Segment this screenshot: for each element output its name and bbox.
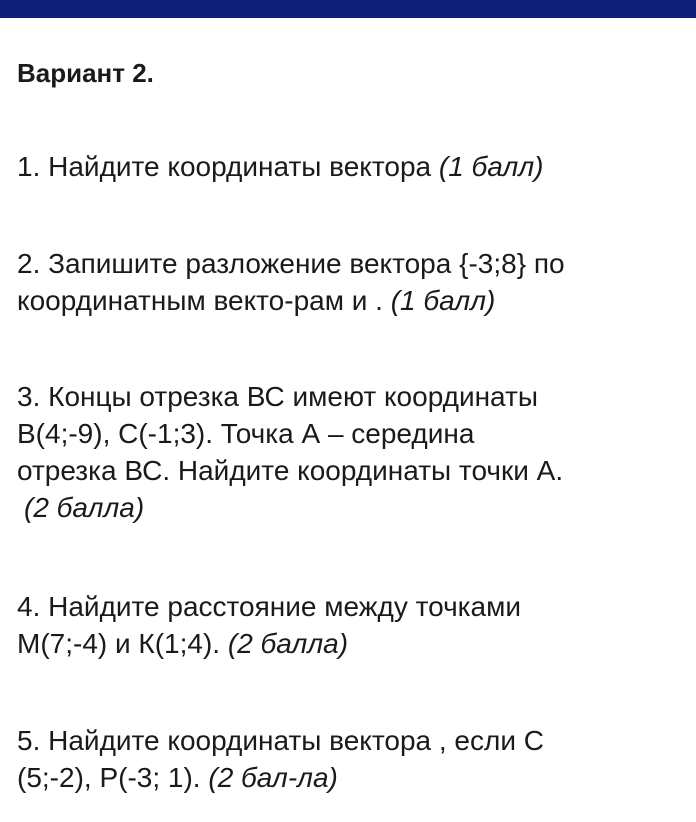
task-4-points: (2 балла) [227, 628, 349, 659]
task-3 [17, 378, 682, 526]
task-3-line-4 [17, 489, 682, 526]
variant-title: Вариант 2. [17, 58, 154, 88]
task-2-line-1: 2. Запишите разложение вектора {-3;8} по [17, 248, 565, 279]
task-3-points: (2 балла) [24, 492, 145, 523]
task-4 [17, 588, 682, 662]
task-2 [17, 245, 682, 319]
task-5 [17, 722, 682, 796]
task-1-points: (1 балл) [438, 151, 544, 182]
task-3-line-3: отрезка ВС. Найдите координаты точки А. [17, 455, 564, 486]
task-4-line-1: 4. Найдите расстояние между точками [17, 591, 521, 622]
task-1-text: 1. Найдите координаты вектора [17, 151, 439, 182]
task-5-line-1: 5. Найдите координаты вектора , если С [17, 725, 544, 756]
task-5-points: (2 бал-ла) [208, 762, 338, 793]
task-3-line-1: 3. Концы отрезка ВС имеют координаты [17, 381, 538, 412]
task-2-text: координатным векто-рам и . [17, 285, 391, 316]
task-3-line-2: В(4;-9), С(-1;3). Точка А – середина [17, 418, 475, 449]
task-5-text: (5;-2), Р(-3; 1). [17, 762, 209, 793]
task-5-line-2 [17, 759, 682, 796]
task-4-text: М(7;-4) и К(1;4). [17, 628, 228, 659]
task-2-line-2 [17, 282, 682, 319]
task-4-line-2 [17, 625, 682, 662]
top-bar [0, 0, 696, 18]
task-2-points: (1 балл) [390, 285, 496, 316]
task-1-line-1 [17, 148, 682, 185]
task-1 [17, 148, 682, 185]
